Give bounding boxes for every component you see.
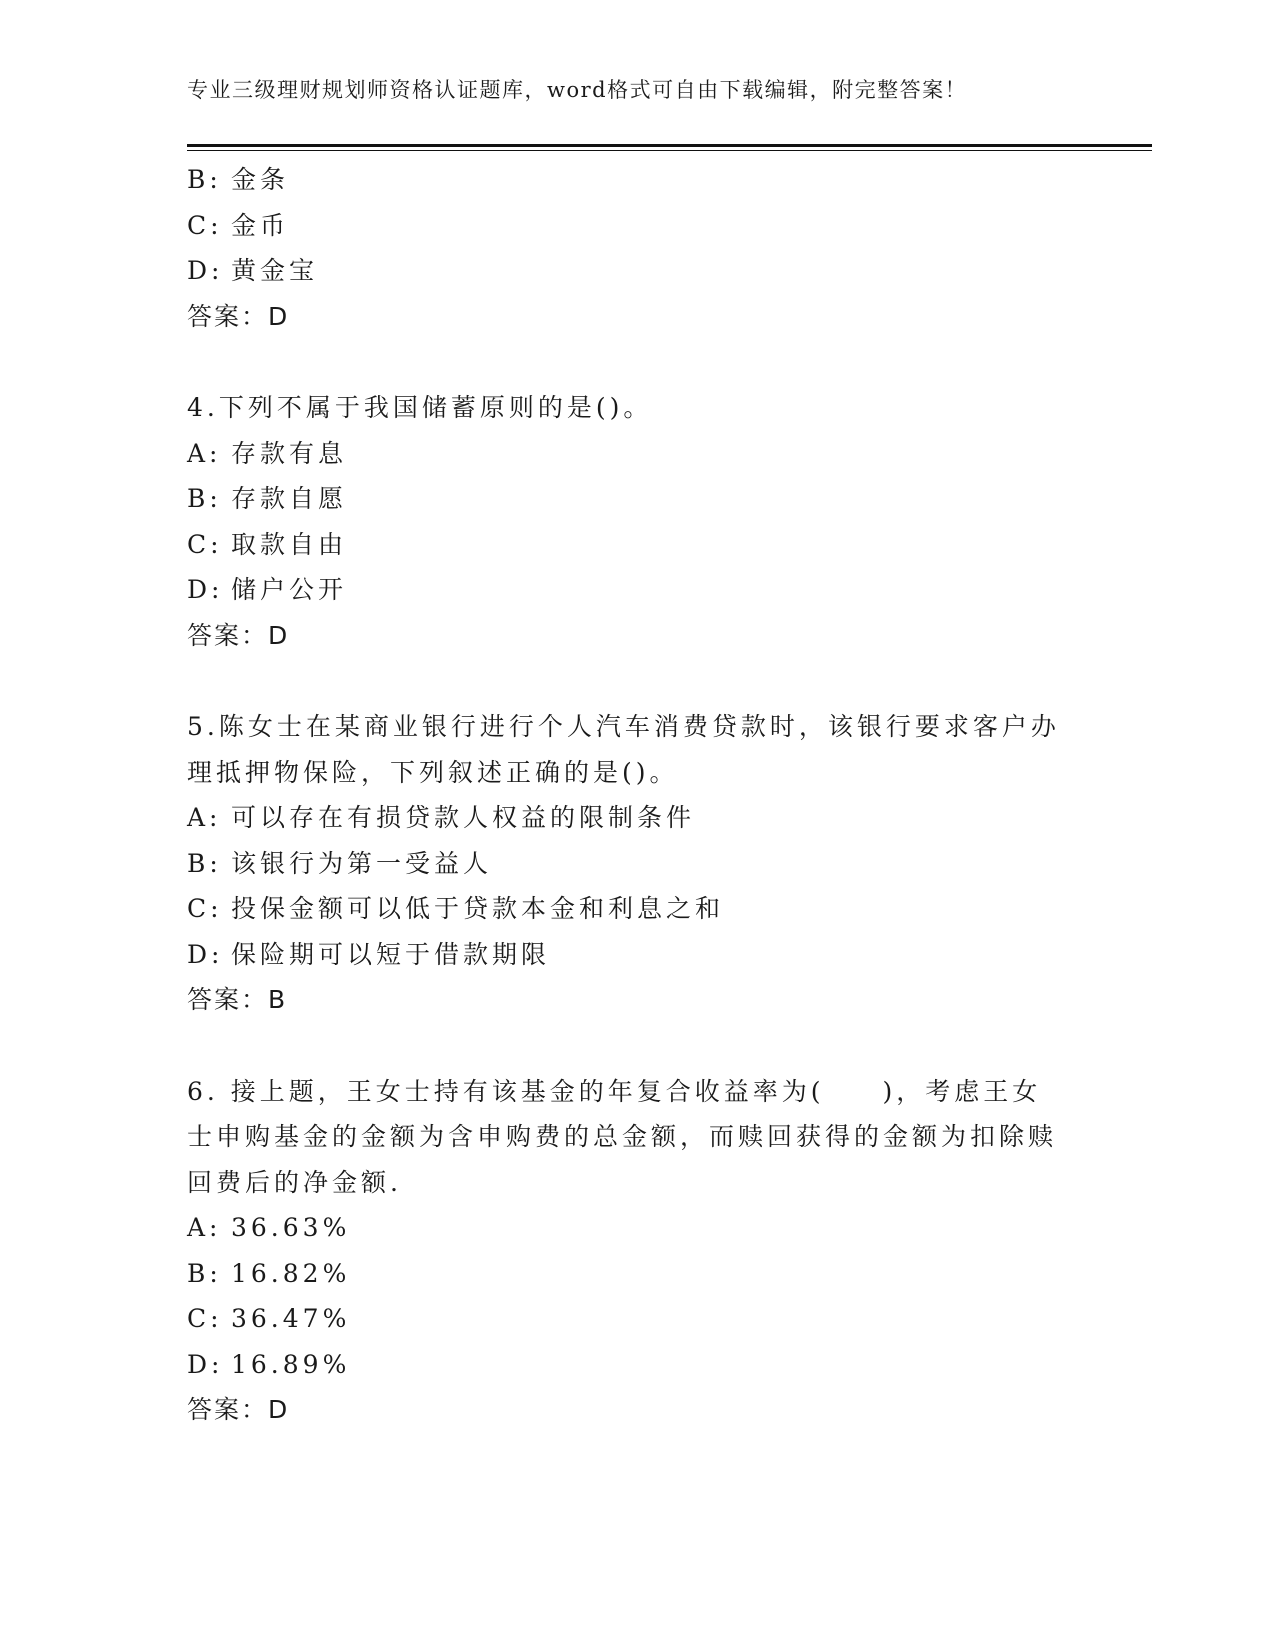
option-text: 16.82%: [231, 1258, 351, 1288]
option-line: [187, 248, 1067, 294]
answer-line: 答案：D: [187, 301, 290, 331]
option-text: 黄金宝: [231, 256, 319, 285]
option-letter: C:: [187, 529, 223, 559]
question-6-text: 6. 接上题，王女士持有该基金的年复合收益率为( )，考虑王女士申购基金的金额为含申购费的总金额，而赎回获得的金额为扣除赎回费后的净金额.: [187, 1076, 1058, 1197]
option-letter: D:: [187, 1349, 224, 1379]
option-text: 存款有息: [231, 438, 348, 468]
option-text: 存款自愿: [231, 484, 348, 513]
option-line: [187, 1251, 1067, 1297]
option-line: [187, 1296, 1067, 1342]
option-text: 保险期可以短于借款期限: [231, 939, 551, 969]
option-line: [187, 841, 1067, 887]
option-line: [187, 567, 1067, 613]
option-text: 16.89%: [231, 1349, 351, 1379]
option-letter: D:: [187, 939, 224, 969]
option-letter: A:: [187, 803, 222, 832]
option-line: [187, 476, 1067, 522]
option-text: 金币: [231, 210, 290, 240]
page-header: 专业三级理财规划师资格认证题库，word格式可自由下载编辑，附完整答案！: [187, 78, 968, 102]
header-rule-thick: [187, 144, 1152, 147]
option-letter: A:: [187, 438, 222, 468]
question-4-text: 4.下列不属于我国储蓄原则的是()。: [187, 393, 653, 422]
option-text: 取款自由: [231, 529, 348, 559]
option-line: [187, 522, 1067, 568]
option-letter: B:: [187, 1258, 222, 1288]
option-text: 储户公开: [231, 575, 348, 604]
answer-line: 答案：B: [187, 985, 288, 1014]
option-letter: C:: [187, 1304, 223, 1333]
option-letter: A:: [187, 1213, 222, 1242]
question-content: [187, 157, 1067, 1433]
option-letter: C:: [187, 210, 223, 240]
option-line: [187, 431, 1067, 477]
option-letter: B:: [187, 165, 222, 194]
option-letter: B:: [187, 484, 222, 513]
option-line: [187, 203, 1067, 249]
option-line: [187, 1342, 1067, 1388]
option-line: [187, 795, 1067, 841]
option-line: [187, 157, 1067, 203]
option-letter: B:: [187, 848, 222, 878]
option-text: 36.47%: [231, 1304, 351, 1333]
option-text: 可以存在有损贷款人权益的限制条件: [231, 803, 696, 832]
question-5-text: 5.陈女士在某商业银行进行个人汽车消费贷款时，该银行要求客户办理抵押物保险，下列叙述正确的是()。: [187, 712, 1060, 787]
option-line: [187, 932, 1067, 978]
header-rule-thin: [187, 150, 1152, 151]
option-letter: D:: [187, 256, 224, 285]
option-letter: C:: [187, 894, 223, 923]
option-line: [187, 886, 1067, 932]
option-text: 金条: [231, 165, 290, 194]
answer-line: 答案：D: [187, 1395, 290, 1424]
option-text: 该银行为第一受益人: [231, 848, 493, 878]
option-line: [187, 1205, 1067, 1251]
option-text: 投保金额可以低于贷款本金和利息之和: [231, 894, 725, 923]
answer-line: 答案：D: [187, 620, 290, 650]
option-text: 36.63%: [231, 1213, 351, 1242]
option-letter: D:: [187, 575, 224, 604]
